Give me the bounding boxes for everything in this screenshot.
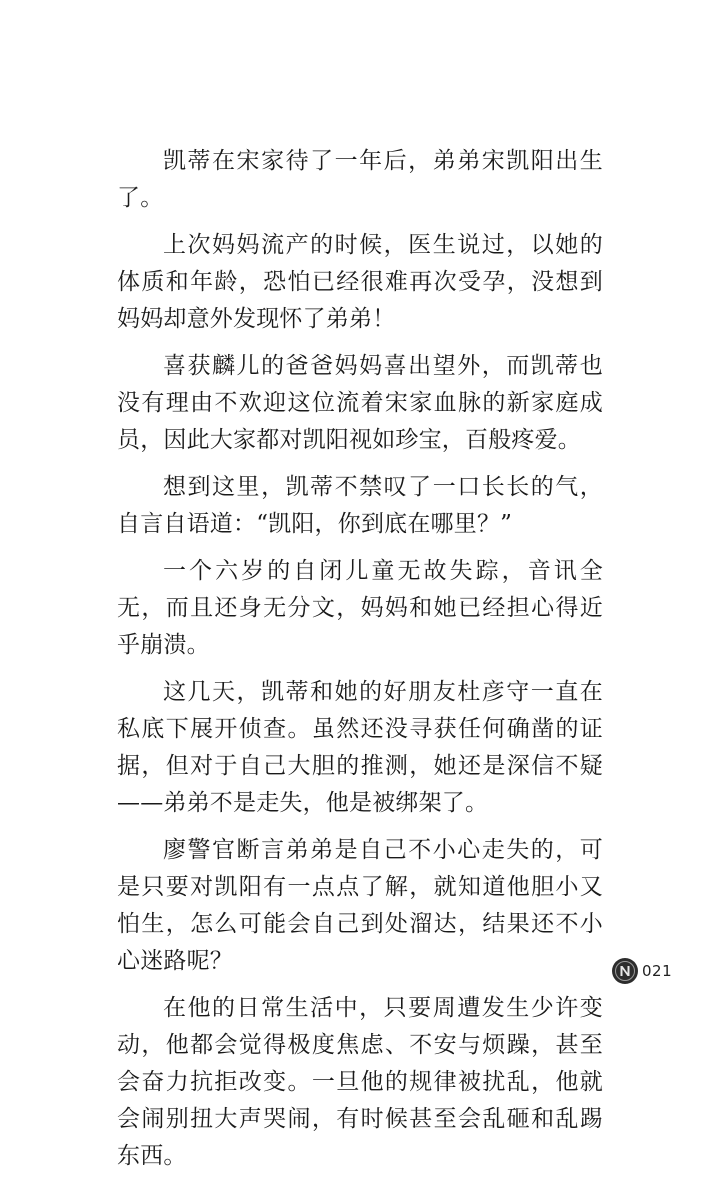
paragraph: 一个六岁的自闭儿童无故失踪，音讯全无，而且还身无分文，妈妈和她已经担心得近乎崩溃。 — [117, 558, 603, 658]
paragraph: 这几天，凯蒂和她的好朋友杜彦守一直在私底下展开侦查。虽然还没寻获任何确凿的证据，但对于自己大胆的推测，她还是深信不疑——弟弟不是走失，他是被绑架了。 — [117, 679, 603, 816]
paragraph: 上次妈妈流产的时候，医生说过，以她的体质和年龄，恐怕已经很难再次受孕，没想到妈妈却意外发现怀了弟弟！ — [117, 232, 603, 332]
paragraph: 想到这里，凯蒂不禁叹了一口长长的气，自言自语道：“凯阳，你到底在哪里？” — [117, 474, 603, 537]
paragraph: 凯蒂在宋家待了一年后，弟弟宋凯阳出生了。 — [117, 148, 603, 211]
page-number: 021 — [642, 962, 673, 980]
page-body — [117, 143, 603, 1185]
paragraph: 喜获麟儿的爸爸妈妈喜出望外，而凯蒂也没有理由不欢迎这位流着宋家血脉的新家庭成员，因此大家都对凯阳视如珍宝，百般疼爱。 — [117, 353, 603, 453]
circle-letter-n-icon — [612, 958, 638, 984]
paragraph: 廖警官断言弟弟是自己不小心走失的，可是只要对凯阳有一点点了解，就知道他胆小又怕生，怎么可能会自己到处溜达，结果还不小心迷路呢？ — [117, 837, 603, 974]
page-footer — [612, 958, 672, 984]
paragraph: 在他的日常生活中，只要周遭发生少许变动，他都会觉得极度焦虑、不安与烦躁，甚至会奋力抗拒改变。一旦他的规律被扰乱，他就会闹别扭大声哭闹，有时候甚至会乱砸和乱踢东西。 — [117, 995, 603, 1169]
